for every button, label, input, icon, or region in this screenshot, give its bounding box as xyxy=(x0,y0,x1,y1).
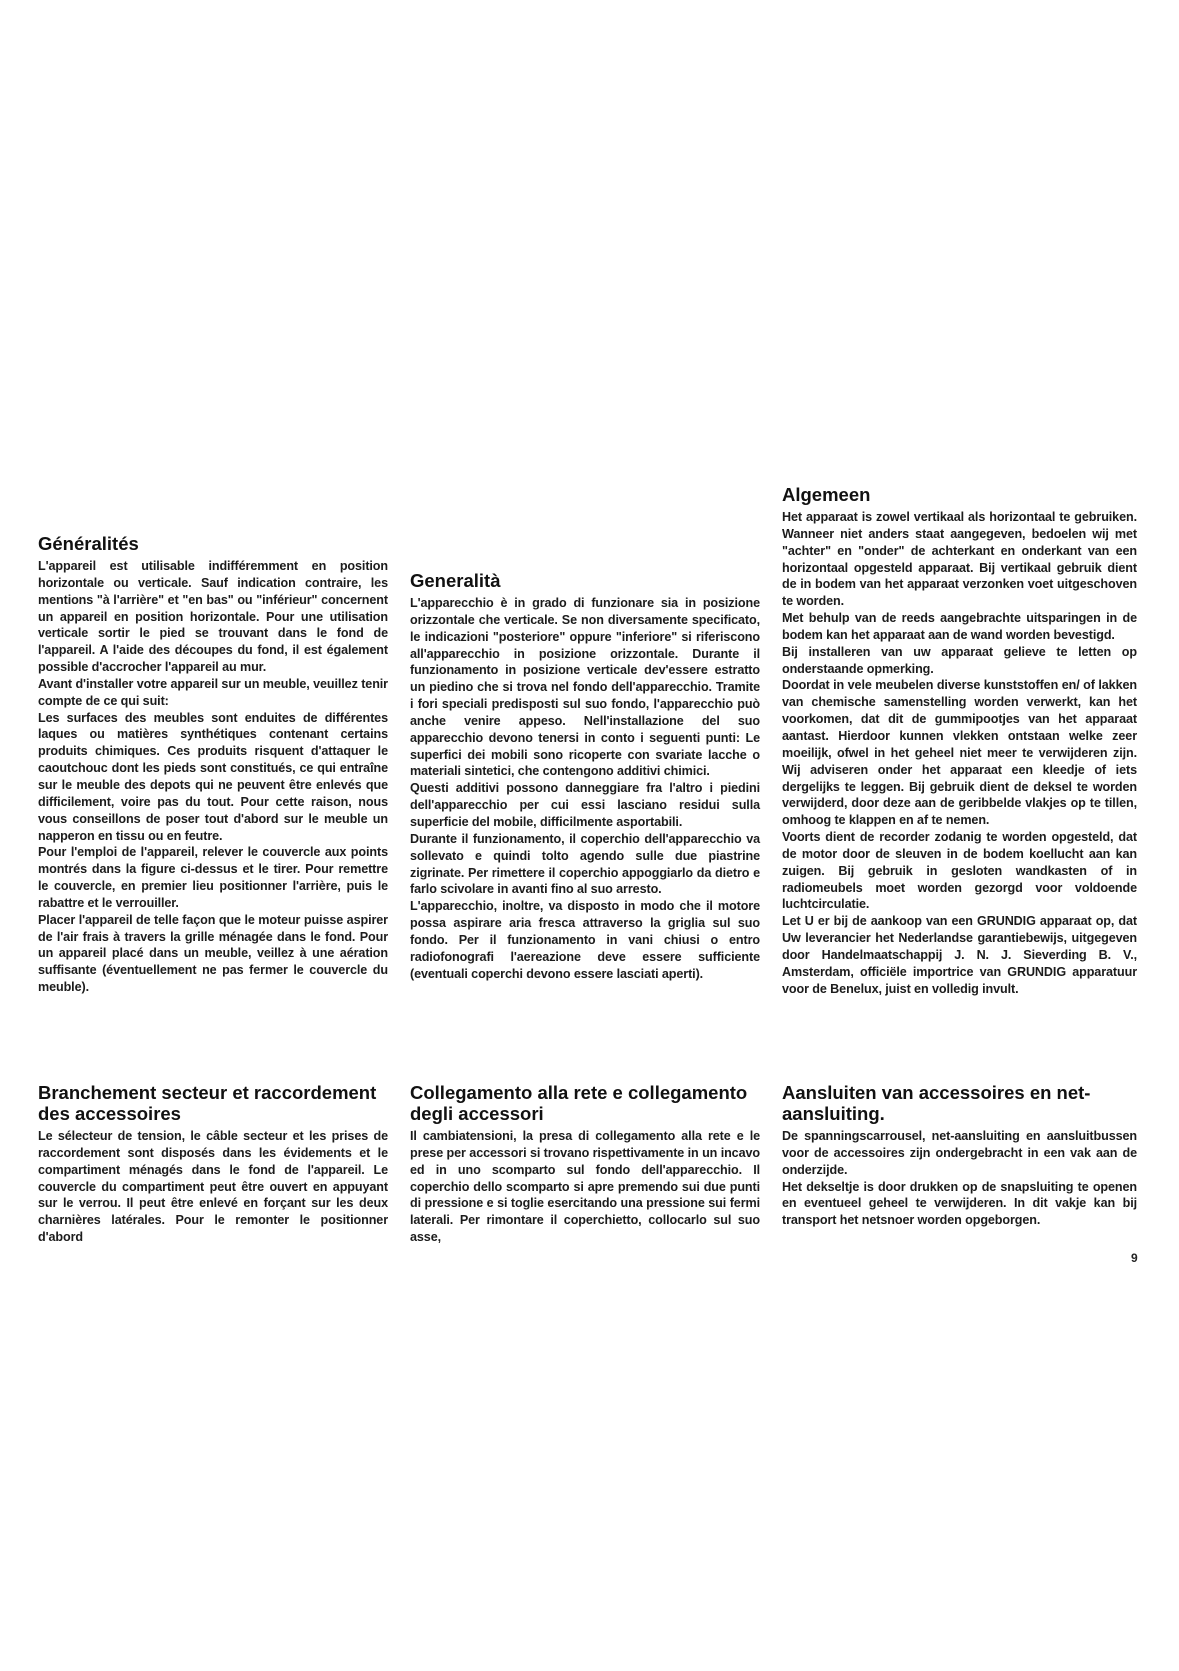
paragraph: Pour l'emploi de l'appareil, relever le couvercle aux points montrés dans la figure ci-dessus et le tirer. Pour remettre le couvercle, en premier lieu positionner l'arrière, puis le rabattre et le verrouiller. xyxy=(38,845,388,910)
paragraph: Let U er bij de aankoop van een GRUNDIG apparaat op, dat Uw leverancier het Nederlandse garantiebewijs, uitgegeven door Handelmaatschappij J. N. J. Sieverding B. V., Amsterdam, officiële importrice van GRUNDIG apparatuur voor de Benelux, juist en volledig invult. xyxy=(782,914,1137,996)
paragraph: Avant d'installer votre appareil sur un meuble, veuillez tenir compte de ce qui suit: xyxy=(38,676,388,708)
paragraph: Voorts dient de recorder zodanig te worden opgesteld, dat de motor door de sleuven in de bodem koellucht aan kan zuigen. Bij gebruik in gesloten wandkasten of in radiomeubels moet worden gezorgd voor voldoende luchtcirculatie. xyxy=(782,830,1137,912)
paragraph: L'appareil est utilisable indifféremment en position horizontale ou verticale. Sauf indication contraire, les mentions "à l'arrière" et "en bas" ou "inférieur" concernent un appareil en position horizontale. Pour une utilisation verticale sortir le pied se trouvant dans le fond de l'appareil. A l'aide des découpes du fond, il est également possible d'accrocher l'appareil au mur. xyxy=(38,559,388,675)
paragraph: Il cambiatensioni, la presa di collegamento alla rete e le prese per accessori si trovano rispettivamente in un incavo ed in uno scomparto sul fondo dell'apparecchio. Il coperchio dello scomparto si apre premendo sui due punti di pressione e si toglie esercitando una pressione sui fermi laterali. Per rimontare il coperchietto, collocarlo sul suo asse, xyxy=(410,1129,760,1245)
paragraph: Doordat in vele meubelen diverse kunststoffen en/ of lakken van chemische samenstelling worden verwerkt, kan het voorkomen, dat dit de gummipootjes van het apparaat aantast. Hierdoor kunnen vlekken ontstaan welke zeer moeilijk, ofwel in het geheel niet meer te verwijderen zijn. Wij adviseren onder het apparaat een kleedje of iets dergelijks te leggen. Bij gebruik dient de deksel te worden verwijderd, door deze aan de geribbelde vlakjes op te tillen, omhoog te klappen en af te nemen. xyxy=(782,678,1137,828)
heading-generalita: Generalità xyxy=(410,570,501,591)
heading-branchement: Branchement secteur et raccordement des accessoires xyxy=(38,1082,377,1124)
section-collegamento xyxy=(410,1082,760,1246)
heading-collegamento: Collegamento alla rete e collegamento degli accessori xyxy=(410,1082,748,1124)
page-number: 9 xyxy=(1131,1251,1138,1265)
heading-aansluiten: Aansluiten van accessoires en net-aansluiting. xyxy=(782,1082,1091,1124)
section-branchement xyxy=(38,1082,388,1246)
paragraph: Questi additivi possono danneggiare fra l'altro i piedini dell'apparecchio per cui essi lasciano residui sulla superficie del mobile, difficilmente asportabili. xyxy=(410,781,760,829)
heading-generalites: Généralités xyxy=(38,533,139,554)
paragraph: Bij installeren van uw apparaat gelieve te letten op onderstaande opmerking. xyxy=(782,644,1137,676)
section-aansluiten xyxy=(782,1082,1137,1229)
paragraph: L'apparecchio, inoltre, va disposto in modo che il motore possa aspirare aria fresca attraverso la griglia sul suo fondo. Per il funzionamento in vani chiusi o entro radiofonografi l'aereazione deve essere sufficiente (eventuali coperchi devono essere lasciati aperti). xyxy=(410,899,760,981)
paragraph: Durante il funzionamento, il coperchio dell'apparecchio va sollevato e quindi tolto agendo sulle due piastrine zigrinate. Per rimettere il coperchio appoggiarlo da dietro e farlo scivolare in avanti fino al suo arresto. xyxy=(410,831,760,897)
paragraph: De spanningscarrousel, net-aansluiting en aansluitbussen voor de accessoires zijn ondergebracht in een vak aan de onderzijde. xyxy=(782,1129,1137,1177)
heading-algemeen: Algemeen xyxy=(782,484,871,505)
paragraph: L'apparecchio è in grado di funzionare sia in posizione orizzontale che verticale. Se non diversamente specificato, le indicazioni "posteriore" oppure "inferiore" si riferiscono all'apparecchio in posizione orizzontale. Durante il funzionamento in posizione verticale dev'essere estratto un piedino che si trova nel fondo dell'apparecchio. Tramite i fori speciali predisposti sul suo fondo, l'apparecchio può anche venire appeso. Nell'installazione del suo apparecchio devono tenersi in conto i seguenti punti: Le superfici dei mobili sono ricoperte con svariate lacche o materiali sintetici, che contengono additivi chimici. xyxy=(410,596,760,779)
paragraph: Les surfaces des meubles sont enduites de différentes laques ou matières synthétiques contenant certains produits chimiques. Ces produits risquent d'attaquer le caoutchouc dont les pieds sont constitués, ce qui entraîne sur le meuble des depots qui ne peuvent être enlevés que difficilement, voire pas du tout. Pour cette raison, nous vous conseillons de poser tout d'abord sur le meuble un napperon en tissu ou en feutre. xyxy=(38,710,388,843)
paragraph: Met behulp van de reeds aangebrachte uitsparingen in de bodem kan het apparaat aan de wand worden bevestigd. xyxy=(782,611,1137,642)
section-algemeen xyxy=(782,484,1137,997)
paragraph: Placer l'appareil de telle façon que le moteur puisse aspirer de l'air frais à travers la grille ménagée dans le fond. Pour un appareil placé dans un meuble, veillez à une aération suffisante (éventuellement ne pas fermer le couvercle du meuble). xyxy=(38,912,388,995)
paragraph: Het dekseltje is door drukken op de snapsluiting te openen en eventueel geheel te verwijderen. In dit vakje kan bij transport het netsnoer worden opgeborgen. xyxy=(782,1179,1137,1228)
paragraph: Le sélecteur de tension, le câble secteur et les prises de raccordement sont disposés dans les évidements et le compartiment ménagés dans le fond de l'appareil. Le couvercle du compartiment peut être ouvert en appuyant sur le verrou. Il peut être enlevé en forçant sur les deux charnières latérales. Pour le remonter le positionner d'abord xyxy=(38,1129,388,1245)
section-generalites xyxy=(38,533,388,996)
section-generalita xyxy=(410,570,760,982)
paragraph: Het apparaat is zowel vertikaal als horizontaal te gebruiken. Wanneer niet anders staat aangegeven, bedoelen wij met "achter" en "onder" de achterkant en onderkant van een horizontaal opgesteld apparaat. Bij vertikaal gebruik dient de in bodem van het apparaat verzonken voet uitgeschoven te worden. xyxy=(782,510,1137,609)
